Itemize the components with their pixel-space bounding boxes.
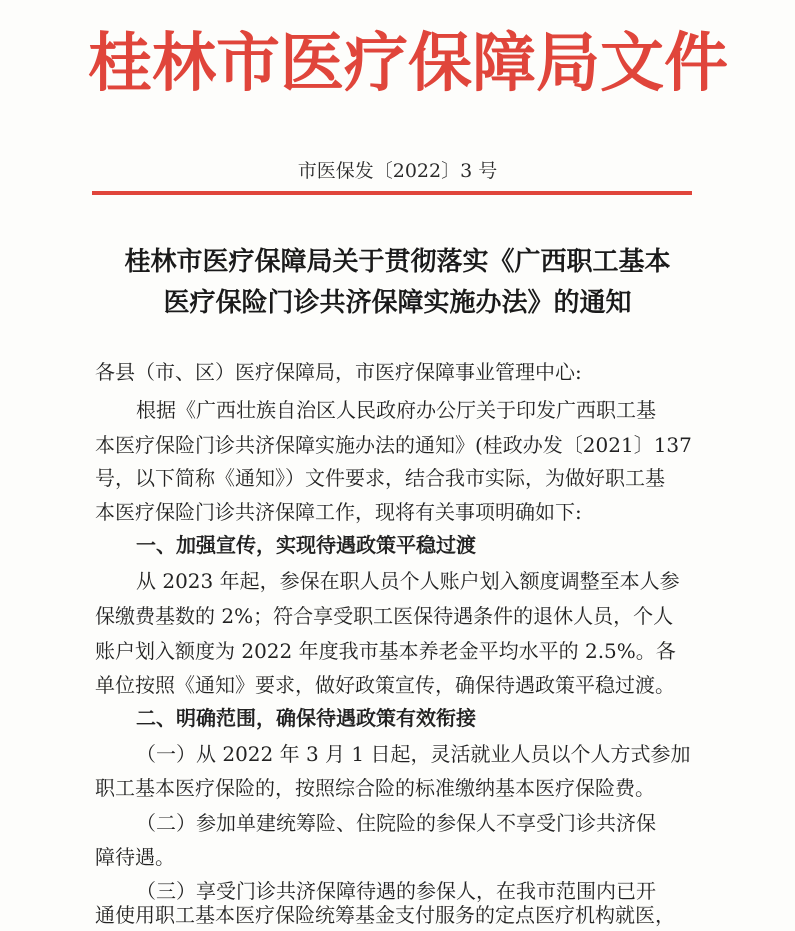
recipients-line: 各县（市、区）医疗保障局，市医疗保障事业管理中心: [95, 360, 582, 384]
section-1-heading: 一、加强宣传，实现待遇政策平稳过渡 [136, 533, 476, 557]
section-1-line: 单位按照《通知》要求，做好政策宣传，确保待遇政策平稳过渡。 [95, 673, 675, 697]
intro-line: 根据《广西壮族自治区人民政府办公厅关于印发广西职工基 [136, 398, 656, 422]
agency-title: 桂林市医疗保障局文件 [88, 26, 728, 101]
section-2-line: 职工基本医疗保险的，按照综合险的标准缴纳基本医疗保险费。 [95, 776, 655, 800]
notice-title-line-1: 桂林市医疗保障局关于贯彻落实《广西职工基本 [124, 247, 671, 277]
section-1-line: 账户划入额度为 2022 年度我市基本养老金平均水平的 2.5%。各 [95, 639, 676, 663]
section-2-heading: 二、明确范围，确保待遇政策有效衔接 [136, 706, 476, 730]
intro-line: 本医疗保险门诊共济保障实施办法的通知》(桂政办发〔2021〕137 [95, 433, 692, 457]
section-2-line: 通使用职工基本医疗保险统筹基金支付服务的定点医疗机构就医， [95, 903, 675, 927]
notice-title-line-2: 医疗保险门诊共济保障实施办法》的通知 [163, 288, 632, 318]
red-divider-line [92, 191, 692, 195]
intro-line: 号，以下简称《通知》）文件要求，结合我市实际，为做好职工基 [95, 466, 665, 490]
section-1-line: 保缴费基数的 2%；符合享受职工医保待遇条件的退休人员，个人 [95, 604, 674, 628]
document-number: 市医保发〔2022〕3 号 [297, 160, 498, 182]
section-2-line: （二）参加单建统筹险、住院险的参保人不享受门诊共济保 [136, 811, 656, 835]
section-2-line: （一）从 2022 年 3 月 1 日起，灵活就业人员以个人方式参加 [136, 742, 691, 766]
section-2-line: （三）享受门诊共济保障待遇的参保人，在我市范围内已开 [136, 879, 656, 903]
section-1-line: 从 2023 年起，参保在职人员个人账户划入额度调整至本人参 [136, 569, 680, 593]
section-2-line: 障待遇。 [95, 845, 175, 869]
intro-line: 本医疗保险门诊共济保障工作，现将有关事项明确如下: [95, 500, 582, 524]
